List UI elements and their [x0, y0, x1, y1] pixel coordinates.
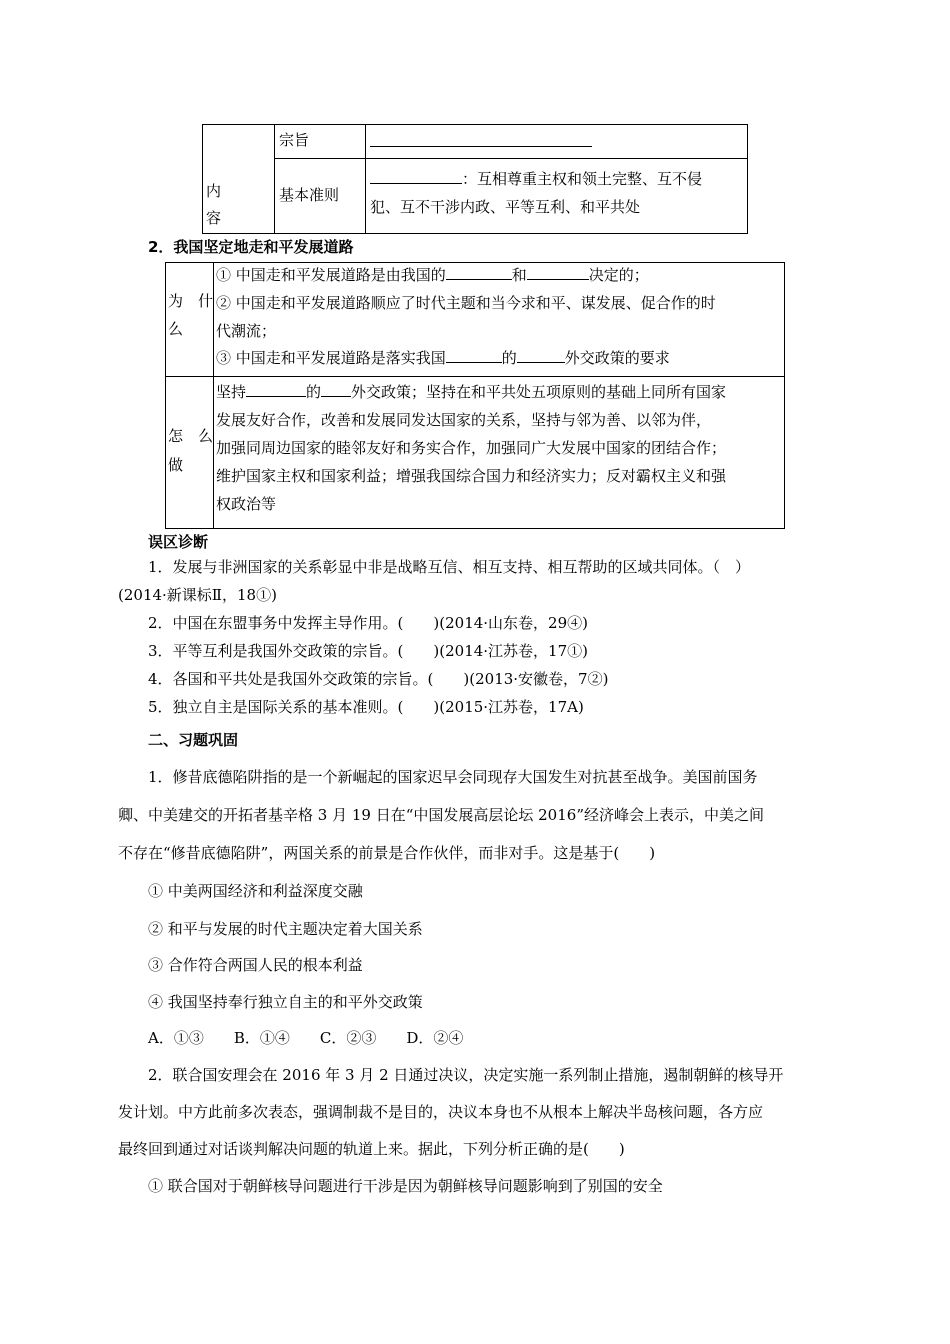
how-point: 发展友好合作，改善和发展同发达国家的关系，坚持与邻为善、以邻为伴，	[216, 411, 712, 429]
question-2-text: 2．联合国安理会在 2016 年 3 月 2 日通过决议，决定实施一系列制止措施，遏制朝鲜的核导开	[148, 1066, 784, 1084]
why-point-2: ② 中国走和平发展道路顺应了时代主题和当今求和平、谋发展、促合作的时	[216, 294, 716, 312]
diagnosis-item: 4．各国和平共处是我国外交政策的宗旨。( )(2013·安徽卷，7②)	[148, 670, 609, 688]
question-1-option: ② 和平与发展的时代主题决定着大国关系	[148, 920, 423, 938]
how-point: 坚持 的 外交政策；坚持在和平共处五项原则的基础上同所有国家	[216, 383, 727, 401]
why-label: 什	[198, 292, 214, 310]
question-1-text: 1．修昔底德陷阱指的是一个新崛起的国家迟早会同现存大国发生对抗甚至战争。美国前国务	[148, 768, 758, 786]
answer-blank	[517, 348, 565, 363]
why-point-1: ① 中国走和平发展道路是由我国的 和 决定的；	[216, 266, 649, 284]
answer-blank	[321, 382, 351, 397]
why-point-3: ③ 中国走和平发展道路是落实我国 的 外交政策的要求	[216, 349, 670, 367]
answer-blank	[446, 348, 502, 363]
how-point: 权政治等	[216, 495, 277, 513]
answer-blank	[527, 265, 589, 280]
section-title: 2．我国坚定地走和平发展道路	[148, 238, 354, 256]
how-label: 么	[198, 427, 214, 445]
exercises-title: 二、习题巩固	[148, 731, 239, 749]
answer-blank	[370, 169, 462, 184]
answer-blank	[370, 146, 592, 147]
diagnosis-item: 1．发展与非洲国家的关系彰显中非是战略互信、相互支持、相互帮助的区域共同体。（ ）	[148, 558, 751, 576]
question-2-option: ① 联合国对于朝鲜核导问题进行干涉是因为朝鲜核导问题影响到了别国的安全	[148, 1177, 663, 1195]
diagnosis-item: 2．中国在东盟事务中发挥主导作用。( )(2014·山东卷，29④)	[148, 614, 588, 632]
question-1-option: ④ 我国坚持奉行独立自主的和平外交政策	[148, 993, 423, 1011]
question-1-text: 卿、中美建交的开拓者基辛格 3 月 19 日在“中国发展高层论坛 2016”经济峰会上表示，中美之间	[118, 806, 764, 824]
question-1-text: 不存在“修昔底德陷阱”，两国关系的前景是合作伙伴，而非对手。这是基于( )	[118, 844, 656, 862]
table1-row-label-norms: 基本准则	[279, 186, 340, 204]
question-1-option: ① 中美两国经济和利益深度交融	[148, 882, 363, 900]
answer-blank	[246, 382, 306, 397]
question-2-text: 最终回到通过对话谈判解决问题的轨道上来。据此，下列分析正确的是( )	[118, 1140, 625, 1158]
diagnosis-item: 5．独立自主是国际关系的基本准则。( )(2015·江苏卷，17A)	[148, 698, 584, 716]
why-label: 为	[168, 292, 184, 310]
table1-side-label: 容	[206, 209, 222, 227]
question-1-option: ③ 合作符合两国人民的根本利益	[148, 956, 363, 974]
table1-row-label-purpose: 宗旨	[279, 131, 310, 149]
why-point-2-cont: 代潮流；	[216, 322, 277, 340]
table1-side-label: 内	[206, 182, 222, 200]
answer-blank	[446, 265, 512, 280]
question-2-text: 发计划。中方此前多次表态，强调制裁不是目的，决议本身也不从根本上解决半岛核问题，各方应	[118, 1103, 764, 1121]
table1-norms-text: ：互相尊重主权和领土完整、互不侵	[370, 168, 702, 189]
how-point: 维护国家主权和国家利益；增强我国综合国力和经济实力；反对霸权主义和强	[216, 467, 727, 485]
diagnosis-title: 误区诊断	[148, 533, 209, 551]
why-label: 么	[168, 320, 184, 338]
diagnosis-item: 3．平等互利是我国外交政策的宗旨。( )(2014·江苏卷，17①)	[148, 642, 588, 660]
how-label: 怎	[168, 427, 184, 445]
question-1-choices: A．①③ B．①④ C．②③ D．②④	[148, 1029, 464, 1047]
how-label: 做	[168, 456, 184, 474]
how-point: 加强同周边国家的睦邻友好和务实合作，加强同广大发展中国家的团结合作；	[216, 439, 727, 457]
table1-norms-text: 犯、互不干涉内政、平等互利、和平共处	[370, 198, 641, 216]
diagnosis-item-source: (2014·新课标Ⅱ，18①)	[118, 586, 277, 604]
